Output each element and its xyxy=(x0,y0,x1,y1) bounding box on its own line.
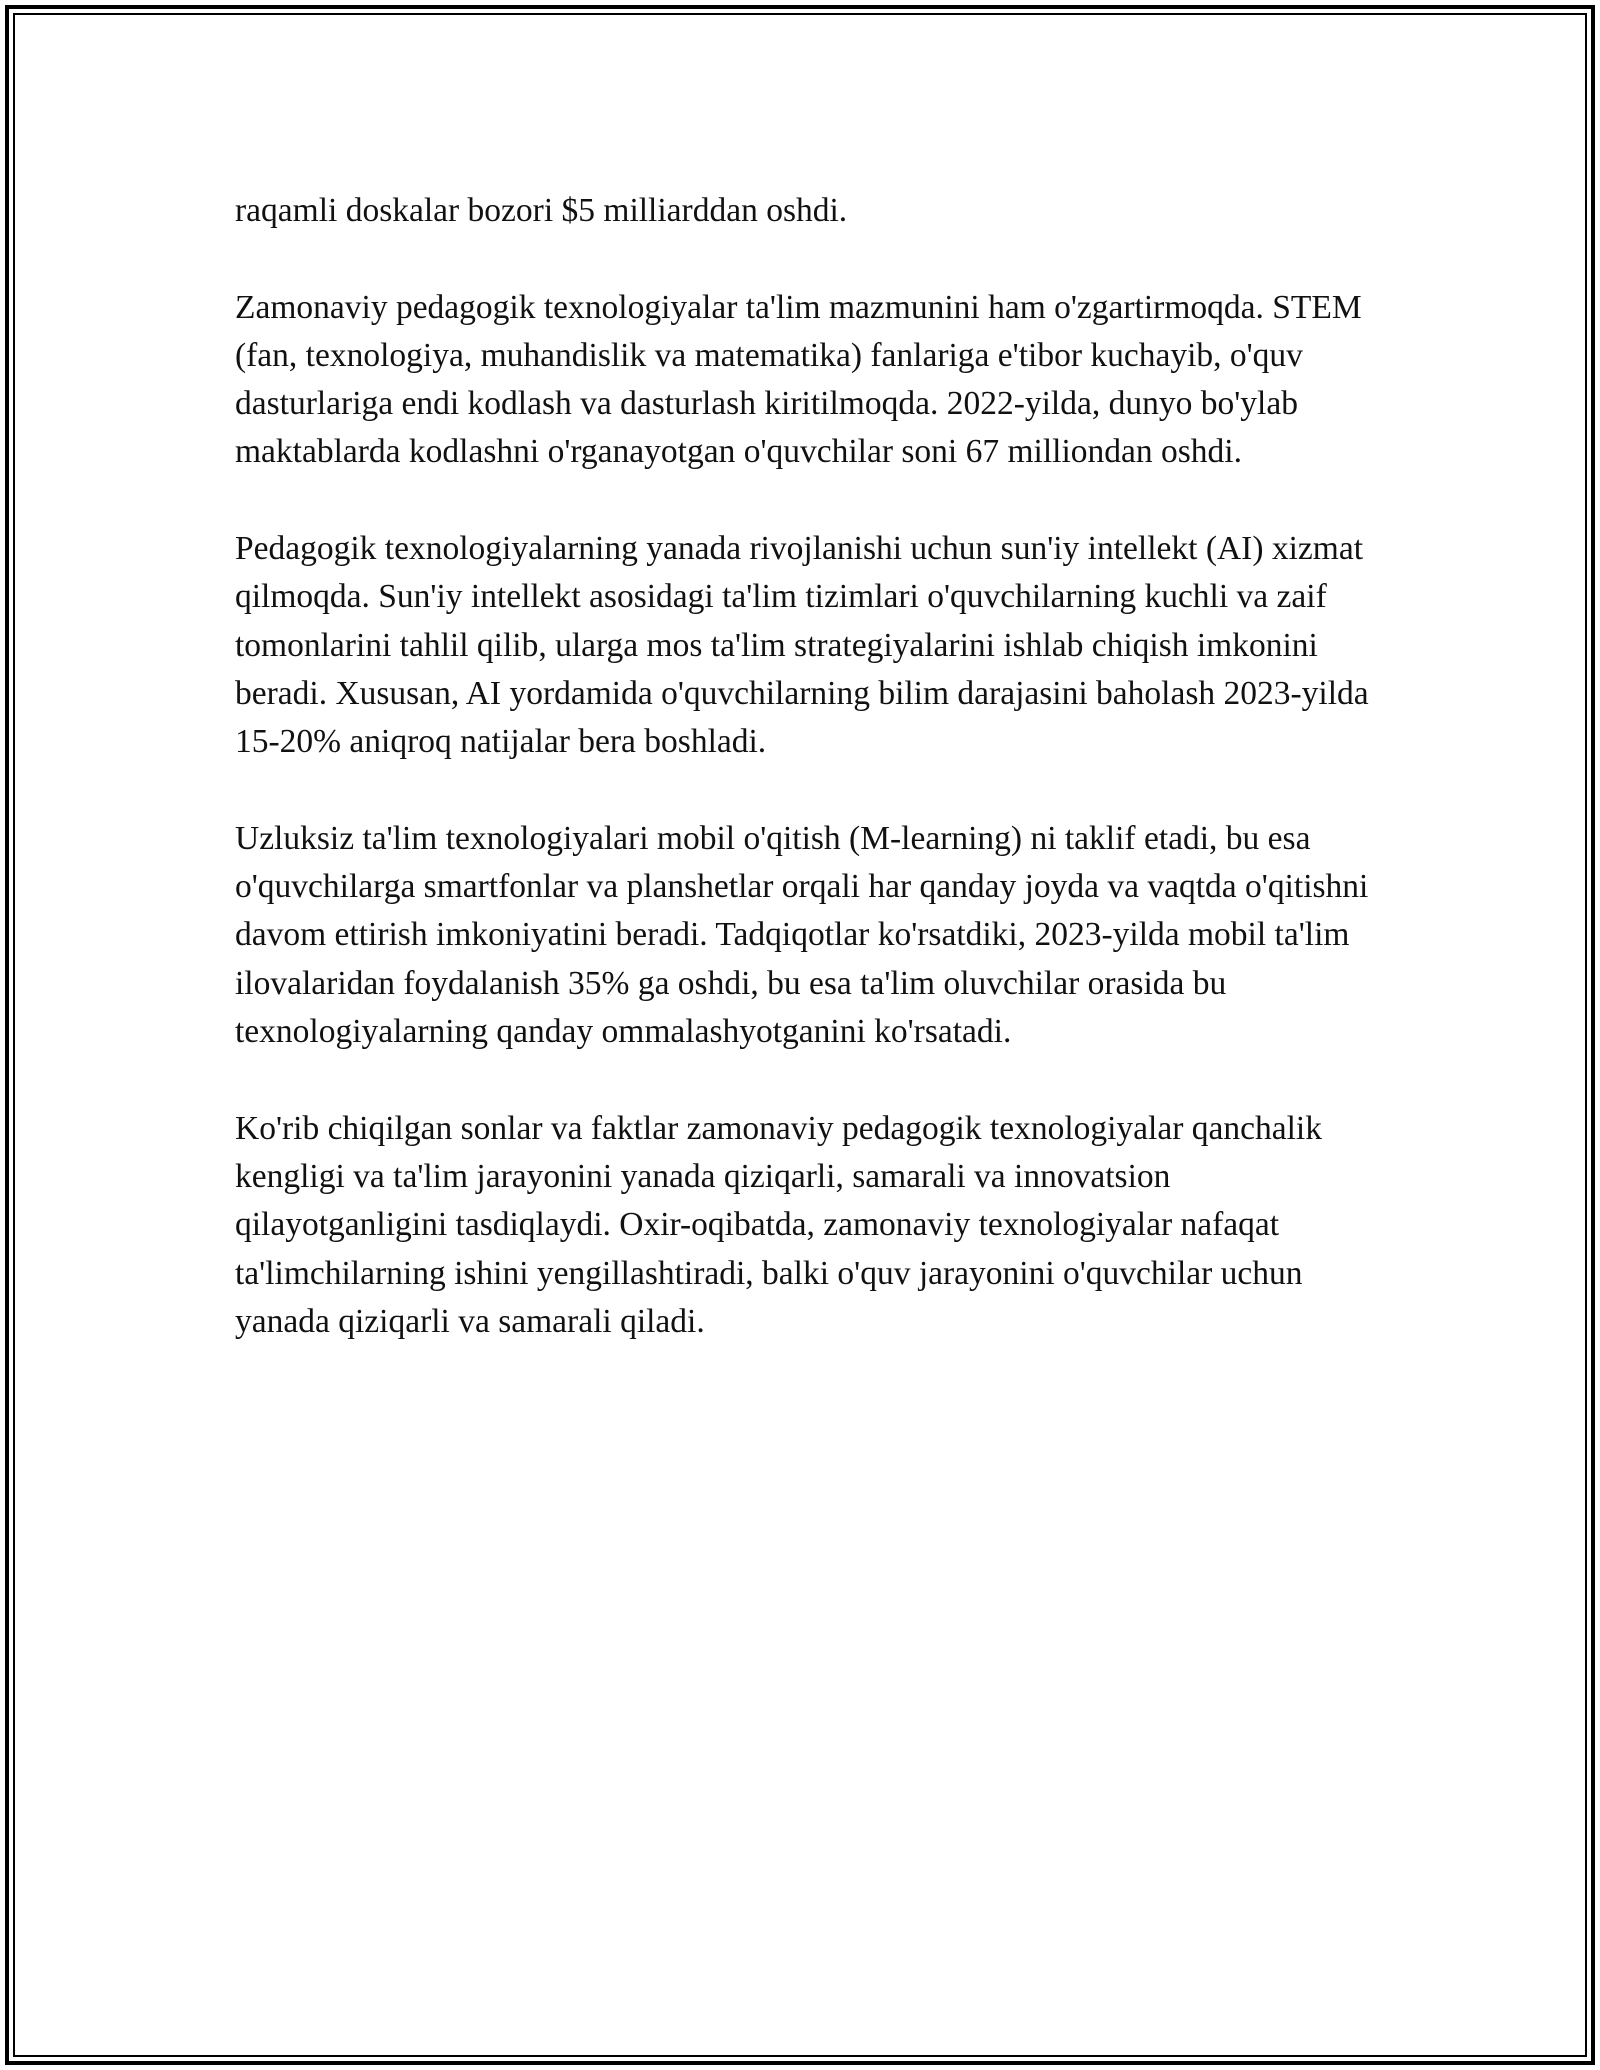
paragraph: Zamonaviy pedagogik texnologiyalar ta'lim mazmunini ham o'zgartirmoqda. STEM (fan, texnologiya, muhandislik va matematika) fanlariga e'tibor kuchayib, o'quv dasturlariga endi kodlash va dasturlash kiritilmoqda. 2022-yilda, dunyo bo'ylab maktablarda kodlashni o'rganayotgan o'quvchilar soni 67 milliondan oshdi. xyxy=(235,288,1362,471)
paragraph: Uzluksiz ta'lim texnologiyalari mobil o'qitish (M-learning) ni taklif etadi, bu esa o'quvchilarga smartfonlar va planshetlar orqali har qanday joyda va vaqtda o'qitishni davom ettirish imkoniyatini beradi. Tadqiqotlar ko'rsatdiki, 2023-yilda mobil ta'lim ilovalaridan foydalanish 35% ga oshdi, bu esa ta'lim oluvchilar orasida bu texnologiyalarning qanday ommalashyotganini ko'rsatadi. xyxy=(235,819,1369,1051)
document-body xyxy=(235,187,1370,1394)
paragraph: Ko'rib chiqilgan sonlar va faktlar zamonaviy pedagogik texnologiyalar qanchalik kengligi va ta'lim jarayonini yanada qiziqarli, samarali va innovatsion qilayotganligini tasdiqlaydi. Oxir-oqibatda, zamonaviy texnologiyalar nafaqat ta'limchilarning ishini yengillashtiradi, balki o'quv jarayonini o'quvchilar uchun yanada qiziqarli va samarali qiladi. xyxy=(235,1109,1322,1340)
paragraph: Pedagogik texnologiyalarning yanada rivojlanishi uchun sun'iy intellekt (AI) xizmat qilmoqda. Sun'iy intellekt asosidagi ta'lim tizimlari o'quvchilarning kuchli va zaif tomonlarini tahlil qilib, ularga mos ta'lim strategiyalarini ishlab chiqish imkonini beradi. Xususan, AI yordamida o'quvchilarning bilim darajasini baholash 2023-yilda 15-20% aniqroq natijalar bera boshladi. xyxy=(235,530,1369,761)
paragraph: raqamli doskalar bozori $5 milliarddan oshdi. xyxy=(235,192,848,229)
